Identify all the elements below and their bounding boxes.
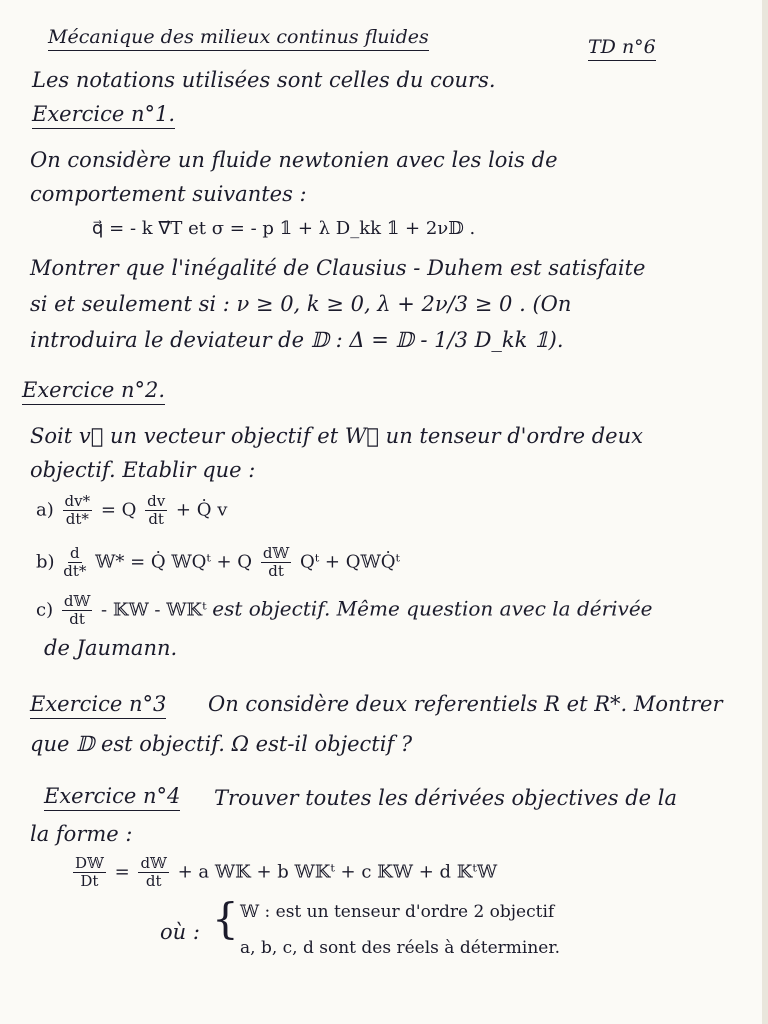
item-c-fraction: $\frac{\text{d𝕎}}{dt}$ bbox=[63, 592, 91, 628]
exercise-3-line-2: que 𝔻 est objectif. Ω est-il objectif ? bbox=[30, 732, 413, 756]
item-b-fraction: $\frac{\text{d𝕎}}{dt}$ bbox=[262, 544, 290, 580]
equation-fraction: $\frac{\text{d𝕎}}{dt}$ bbox=[140, 854, 167, 890]
exercise-2-line-2: objectif. Etablir que : bbox=[30, 458, 256, 482]
equation-equals: = bbox=[114, 861, 130, 883]
condition-1: 𝕎 : est un tenseur d'ordre 2 objectif bbox=[240, 902, 555, 922]
page-title: Mécanique des milieux continus fluides bbox=[48, 28, 429, 51]
exercise-2-line-1: Soit v⃗ un vecteur objectif et W⃗ un tenseur d'ordre deux bbox=[30, 424, 643, 448]
condition-2: a, b, c, d sont des réels à déterminer. bbox=[240, 938, 561, 958]
item-a-mid: = Q bbox=[100, 499, 137, 521]
item-c-text-2: de Jaumann. bbox=[44, 636, 178, 660]
item-c bbox=[36, 594, 653, 627]
exercise-1-line-1: On considère un fluide newtonien avec les lois de bbox=[30, 148, 558, 172]
equation-lhs-fraction: $\frac{\text{D𝕎}}{Dt}$ bbox=[75, 854, 104, 890]
exercise-4-line-1: Trouver toutes les dérivées objectives de la bbox=[214, 786, 678, 810]
item-b-rest: Qᵗ + Q𝕎Q̇ᵗ bbox=[300, 551, 400, 573]
td-number: TD n°6 bbox=[588, 38, 656, 61]
exercise-3-heading: Exercice n°3 bbox=[30, 694, 166, 719]
exercise-4-line-2: la forme : bbox=[30, 822, 133, 846]
exercise-1-line-3: Montrer que l'inégalité de Clausius - Duhem est satisfaite bbox=[30, 256, 646, 280]
exercise-1-line-5: introduira le deviateur de 𝔻 : Δ = 𝔻 - 1/3 D_kk 𝟙). bbox=[30, 328, 564, 352]
item-a-label: a) bbox=[36, 499, 54, 521]
exercise-1-line-2: comportement suivantes : bbox=[30, 182, 307, 206]
item-b bbox=[36, 546, 400, 579]
item-a-fraction: $\frac{dv}{dt}$ bbox=[147, 492, 166, 528]
exercise-2-heading: Exercice n°2. bbox=[22, 380, 165, 405]
equation-rest: + a 𝕎𝕂 + b 𝕎𝕂ᵗ + c 𝕂𝕎 + d 𝕂ᵗ𝕎 bbox=[177, 861, 498, 883]
item-a-rest: + Q̇ v bbox=[175, 499, 228, 521]
item-a-lhs-fraction: $\frac{dv*}{dt*}$ bbox=[64, 492, 91, 528]
intro-line: Les notations utilisées sont celles du cours. bbox=[32, 68, 496, 92]
item-b-label: b) bbox=[36, 551, 55, 573]
exercise-1-heading: Exercice n°1. bbox=[32, 104, 175, 129]
where-label: où : bbox=[160, 920, 200, 944]
item-c-text: est objectif. Même question avec la dérivée bbox=[212, 596, 653, 621]
item-b-mid: 𝕎* = Q̇ 𝕎Qᵗ + Q bbox=[95, 551, 253, 573]
constitutive-equation: q⃗ = - k ∇⃗T et σ = - p 𝟙 + λ D_kk 𝟙 + 2ν𝔻 . bbox=[92, 218, 476, 239]
exercise-1-line-4: si et seulement si : ν ≥ 0, k ≥ 0, λ + 2ν/3 ≥ 0 . (On bbox=[30, 292, 572, 316]
item-b-lhs-fraction: $\frac{d}{dt*}$ bbox=[63, 544, 87, 580]
exercise-3-line-1: On considère deux referentiels R et R*. Montrer bbox=[208, 692, 723, 716]
page-edge bbox=[762, 0, 768, 1024]
curly-brace: { bbox=[212, 894, 239, 943]
exercise-4-heading: Exercice n°4 bbox=[44, 786, 180, 811]
item-c-label: c) bbox=[36, 599, 54, 621]
item-a bbox=[36, 494, 227, 527]
objective-derivative-equation bbox=[70, 856, 497, 889]
item-c-rest: - 𝕂𝕎 - 𝕎𝕂ᵗ bbox=[101, 599, 207, 621]
